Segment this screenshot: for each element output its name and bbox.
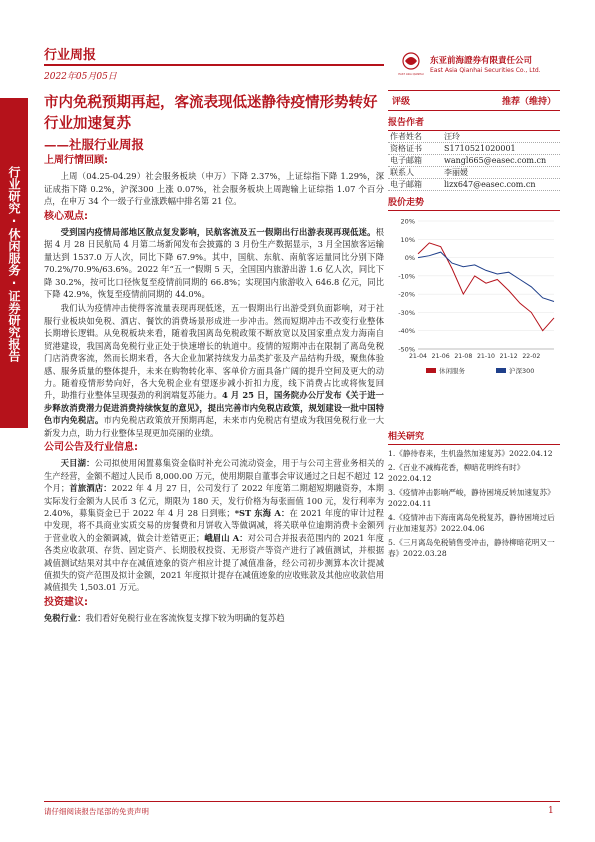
stock-chart-svg xyxy=(388,215,560,387)
x-tick-label: 21-12 xyxy=(499,353,518,360)
section-heading-advice: 投资建议: xyxy=(44,596,88,608)
report-subtitle: ——社服行业周报 xyxy=(44,137,145,152)
related-heading: 相关研究 xyxy=(388,429,560,445)
info-key: 电子邮箱 xyxy=(390,156,422,165)
views-paragraph-1 xyxy=(44,226,384,300)
advice-paragraph xyxy=(44,612,384,624)
footer-divider xyxy=(44,801,560,802)
advice-label: 免税行业： xyxy=(44,613,86,624)
related-list xyxy=(388,448,560,559)
y-tick-label: -10% xyxy=(398,272,415,281)
views-text: 根据 4 月 28 日民航局 4 月第二场新闻发布会披露的 3 月份生产数据显示，3 月全国旅客运输量达到 1537.0 万人次，同比下降 67.9%。其中，国航、东航、南航客运量同比分别下降 70.2%/70.9%/63.6%。2022 年“五一”假期 5 天，全国国内旅游出游 1.6 亿人次，同比下降 30.2%，按可比口径恢复至疫情前同期的 66.8%；实现国内旅游收入 646.8 亿元，同比下降 42.9%，恢复至疫情前同期的 44.0%。 xyxy=(44,227,384,300)
x-tick-label: 21-10 xyxy=(477,353,495,360)
company-text-donghai: 在 2021 年度的审计过程中发现，将不具商业实质交易的房餐费和月饼收入等做调减，将关联单位逾期消费卡金额列于营业收入的金额调减，做会计差错更正； xyxy=(44,507,384,543)
review-paragraph: 上周（04.25-04.29）社会服务板块（申万）下降 2.37%，上证综指下降 1.29%，深证成指下降 0.2%，沪深300 上涨 0.07%，社会服务板块上周跑输上证综指 1.07 个百分点，在申万 34 个一级子行业涨跌幅中排名第 21 位。 xyxy=(44,171,384,207)
related-item[interactable]: 1.《静待春来，生机盎然加速复苏》2022.04.12 xyxy=(388,449,553,458)
info-key: 联系人 xyxy=(390,168,414,177)
author-info xyxy=(388,131,560,191)
y-tick-label: 10% xyxy=(400,235,415,244)
company-text-shoulv: 2022 年 4 月 27 日，公司发行了 2022 年度第二期超短期融资券，本期实际发行金额为人民币 3 亿元，期限为 180 天，发行价格为每张面值 100 元，发行利率为 2.40%，募集资金已于 2022 年 4 月 28 日到账； xyxy=(44,483,384,518)
views-text-2b: 市内免税店政策放开预期再起，未来市内免税店有望成为我国免税行业一大新发力点，助力行业整体呈现更加亮丽的业绩。 xyxy=(44,415,384,438)
section-heading-views: 核心观点: xyxy=(44,210,88,222)
x-tick-label: 21-04 xyxy=(409,353,427,360)
info-key: 电子邮箱 xyxy=(390,180,422,189)
series-line-0 xyxy=(418,243,554,331)
legend-label: 沪深300 xyxy=(509,367,535,375)
logo-mark-text: EAST ASIA QIANHAI xyxy=(398,73,424,76)
company-text-tianmuhu: 公司拟使用闲置募集资金临时补充公司流动资金，用于与公司主营业务相关的生产经营，金额不超过人民币 8,000.00 万元，使用期限自董事会审议通过之日起不超过 12 个月； xyxy=(44,458,384,494)
company-text-emeishan: 对公司合并报表范围内的 2021 年度各类应收款项、存货、固定资产、长期股权投资、无形资产等资产进行了减值测试，并根据减值测试结果对其中存在减值迹象的资产相应计提了减值准备，经公司初步测算本次计提减值损失的资产范围及拟计金额，2021 年度拟计提存在减值迹象的应收账款及其他应收款信用减值损失 1,503.01 万元。 xyxy=(44,532,384,593)
sidebar xyxy=(388,90,560,559)
views-bold-lead: 受到国内疫情局部地区散点复发影响，民航客流及五一假期出行出游表现再现低迷。 xyxy=(60,227,376,238)
header-divider xyxy=(44,64,384,66)
report-title: 市内免税预期再起，客流表现低迷静待疫情形势转好行业加速复苏 xyxy=(44,94,378,132)
page-number: 1 xyxy=(548,806,554,816)
side-banner: 行业研究·休闲服务·证券研究报告 xyxy=(0,98,28,428)
info-row xyxy=(388,179,560,191)
company-name-en: East Asia Qianhai Securities Co., Ltd. xyxy=(430,67,541,74)
info-value: 汪玲 xyxy=(444,132,460,141)
announcements-paragraph xyxy=(44,457,384,593)
x-tick-label: 21-08 xyxy=(454,353,473,360)
views-bold-policy: 4 月 25 日，国务院办公厅发布《关于进一步释放消费潜力促进消费持续恢复的意见》，提出完善市内免税店政策，规划建设一批中国特色市内免税店。 xyxy=(44,390,384,426)
info-value: S1710521020001 xyxy=(444,144,516,153)
related-item[interactable]: 3.《疫情冲击影响严峻，静待困境反转加速复苏》2022.04.11 xyxy=(388,488,555,508)
x-tick-label: 21-06 xyxy=(431,353,450,360)
views-text-2a: 我们认为疫情冲击使得客流量表现再现低迷，五一假期出行出游受到负面影响，对于社服行业板块如免税、酒店、餐饮的消费场景形成进一步冲击。然而短期冲击不改变行业整体长期增长逻辑。从免税板块来看，随着我国离岛免税政策不断放宽以及国家重点发力海南自贸港建设，我国离岛免税行业正处于快速增长的轨道中。疫情的短期冲击在限制了离岛免税门店消费客流，然而长期来看，各大企业加紧持续发力品类扩张及产品结构升级，聚焦体验感、服务质量的整体提升，未来在购物转化率、客单价方面具备广阔的提升空间及更大的动力。随着疫情形势向好，各大免税企业有望逐步减小折扣力度，线下消费占比或将恢复回升，助推行业整体呈现强劲的利润端复苏能力。 xyxy=(44,303,384,401)
y-tick-label: 0% xyxy=(404,254,415,263)
views-paragraph-2 xyxy=(44,302,384,438)
advice-text: 我们看好免税行业在客流恢复支撑下较为明确的复苏趋 xyxy=(85,613,285,624)
company-logo-icon xyxy=(398,50,424,76)
legend-label: 休闲服务 xyxy=(439,367,465,375)
rating-bar xyxy=(388,90,560,111)
rating-value: 推荐（维持） xyxy=(501,97,556,107)
company-label-donghai: *ST 东海 A： xyxy=(234,507,290,518)
legend-swatch xyxy=(426,368,436,373)
chart-heading: 股价走势 xyxy=(388,195,560,211)
related-item[interactable]: 2.《百业不减梅花香，柳暗花明终有时》2022.04.12 xyxy=(388,463,525,483)
info-value: lizx647@easec.com.cn xyxy=(444,180,536,189)
report-date: 2022年05月05日 xyxy=(44,72,117,82)
company-label-tianmuhu: 天目湖： xyxy=(60,458,95,469)
y-tick-label: -30% xyxy=(398,308,415,317)
section-title: 行业周报 xyxy=(44,48,97,63)
y-tick-label: -20% xyxy=(398,290,415,299)
legend-swatch xyxy=(496,368,506,373)
related-item[interactable]: 4.《疫情冲击下海南离岛免税复苏，静待困境过后行业加速复苏》2022.04.06 xyxy=(388,513,555,533)
x-tick-label: 22-02 xyxy=(522,353,541,360)
info-row xyxy=(388,167,560,179)
company-label-shoulv: 首旅酒店： xyxy=(69,483,112,494)
rating-label: 评级 xyxy=(392,97,411,107)
authors-heading: 报告作者 xyxy=(388,115,560,131)
main-content xyxy=(44,152,384,627)
stock-chart xyxy=(388,215,560,389)
info-row xyxy=(388,131,560,143)
footer-disclaimer[interactable]: 请仔细阅读报告尾部的免责声明 xyxy=(44,807,149,816)
company-name-cn: 东亚前海證券有限責任公司 xyxy=(430,56,533,66)
y-tick-label: -40% xyxy=(398,327,415,336)
y-tick-label: 20% xyxy=(400,217,415,226)
y-tick-label: -50% xyxy=(398,345,415,354)
company-label-emeishan: 峨眉山 A： xyxy=(204,532,248,543)
section-heading-announcements: 公司公告及行业信息: xyxy=(44,441,138,453)
info-row xyxy=(388,155,560,167)
info-row xyxy=(388,143,560,155)
info-key: 作者姓名 xyxy=(390,132,422,141)
info-value: 李丽媛 xyxy=(444,168,468,177)
info-key: 资格证书 xyxy=(390,144,422,153)
related-item[interactable]: 5.《三月离岛免税销售受冲击，静待柳暗花明又一春》2022.03.28 xyxy=(388,538,555,558)
section-heading-review: 上周行情回顾: xyxy=(44,155,108,166)
info-value: wangl665@easec.com.cn xyxy=(444,156,547,165)
